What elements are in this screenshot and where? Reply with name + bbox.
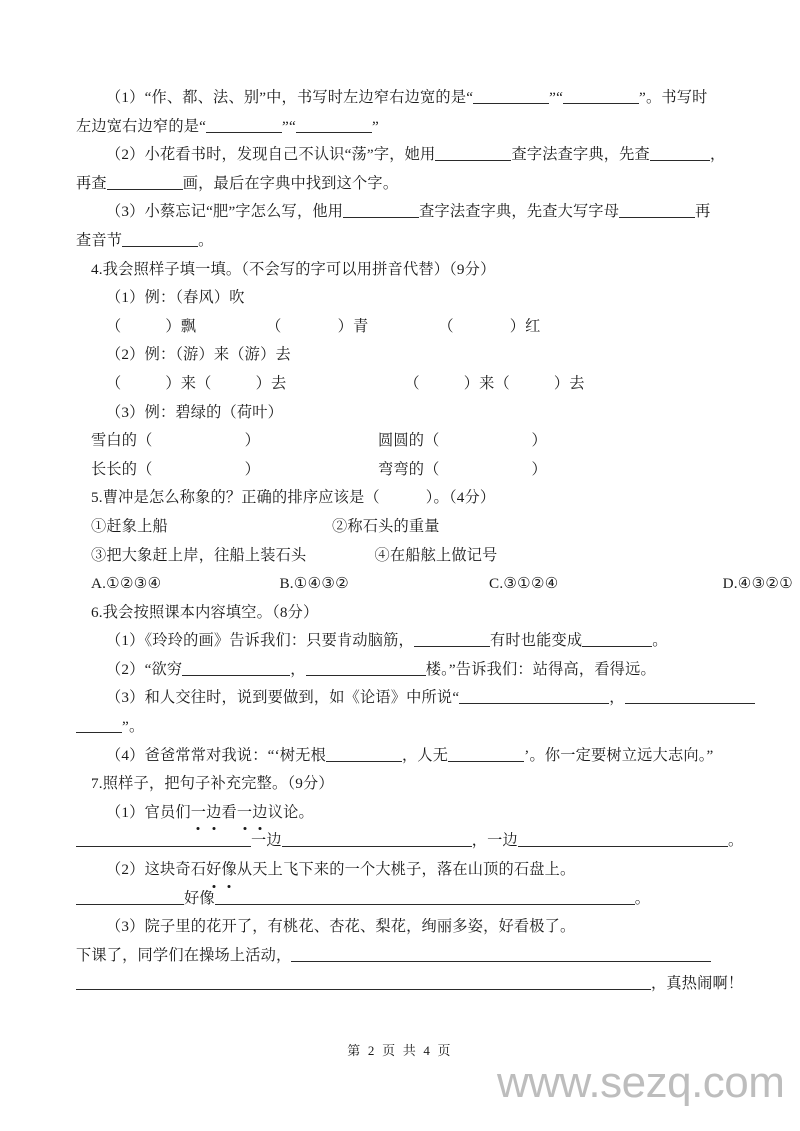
blank-fill[interactable] — [76, 975, 651, 990]
emphasis-char: 一 — [237, 799, 252, 828]
q7-item2-answer — [76, 885, 724, 914]
blank-fill[interactable] — [296, 118, 372, 133]
q3-item1-text-mid1: ”“ — [549, 89, 564, 106]
q5-statement-row1 — [76, 513, 724, 542]
q4-sub3-row1 — [76, 427, 724, 456]
q3-item2-text-prefix: （2）小花看书时，发现自己不认识“荡”字，她用 — [106, 146, 436, 164]
blank-fill[interactable] — [619, 203, 695, 218]
emphasis-char: 好 — [206, 856, 221, 885]
blank-fill[interactable] — [107, 175, 183, 190]
blank-fill[interactable] — [448, 747, 524, 762]
q6-item2-suffix: 楼。”告诉我们：站得高，看得远。 — [425, 660, 656, 678]
q7-item3-answer-pre: 下课了，同学们在操场上活动， — [76, 946, 292, 964]
paren-close: ） — [244, 460, 260, 478]
blank-fill[interactable] — [343, 203, 419, 218]
q4-sub2-pair-b: ）去 — [255, 374, 287, 392]
blank-fill[interactable] — [625, 689, 755, 704]
emphasis-char: 边 — [252, 799, 267, 828]
q4-row-left-label: 雪白的（ — [91, 432, 153, 450]
paren-close: ） — [337, 317, 353, 335]
q7-item1-mid: 看 — [221, 803, 237, 821]
q3-item3-text-mid1: 查字法查字典，先查大写字母 — [419, 203, 620, 221]
blank-fill[interactable] — [76, 718, 122, 733]
q5-options-row — [76, 570, 794, 599]
q7-item1-end: 。 — [727, 832, 744, 850]
blank-fill[interactable] — [326, 747, 402, 762]
q7-item3-answer-line1 — [76, 942, 724, 971]
q4-sub3-row2 — [76, 456, 724, 485]
paren-open: （ — [106, 317, 122, 335]
q4-sub1-blanks — [76, 313, 724, 342]
q7-item1-comma: ， — [471, 832, 488, 850]
blank-fill[interactable] — [215, 890, 635, 905]
q5-option-a[interactable]: A.①②③④ — [91, 575, 162, 593]
q6-item4-mid: ，人无 — [402, 746, 449, 764]
q5-statement-3: ③把大象赶上岸，往船上装石头 — [91, 546, 307, 564]
q6-item3-line2 — [76, 713, 724, 742]
blank-fill[interactable] — [182, 661, 290, 676]
q3-item2-text-mid2: ， — [709, 146, 726, 164]
blank-fill[interactable] — [306, 661, 426, 676]
q7-item2-post: 从天上飞下来的一个大桃子，落在山顶的石盘上。 — [236, 861, 576, 879]
site-watermark: www.sezq.com — [497, 1058, 785, 1107]
blank-fill[interactable] — [459, 689, 609, 704]
q3-item2-text-mid1: 查字法查字典，先查 — [511, 146, 650, 164]
q3-item2-line1 — [76, 141, 724, 170]
page-footer: 第 2 页 共 4 页 — [347, 1043, 453, 1058]
blank-fill[interactable] — [291, 947, 711, 962]
paren-open: （ — [266, 317, 282, 335]
q5-heading-part-b: ）。（4分） — [425, 489, 496, 507]
q7-item2-sentence — [76, 856, 724, 885]
q3-item3-line2-suffix: 。 — [198, 231, 214, 249]
blank-fill[interactable] — [206, 118, 282, 133]
blank-fill[interactable] — [563, 89, 639, 104]
q4-sub2-example: （2）例：（游）来（游）去 — [106, 346, 291, 364]
q5-option-c[interactable]: C.③①②④ — [489, 575, 559, 593]
blank-fill[interactable] — [650, 146, 710, 161]
emphasis-char: 边 — [206, 799, 221, 828]
q4-row-right-label: 圆圆的（ — [377, 432, 440, 450]
q5-heading — [76, 484, 724, 513]
q7-item3-answer-end: ，真热闹啊！ — [651, 975, 744, 993]
paren-close: ） — [244, 432, 260, 450]
blank-fill[interactable] — [414, 632, 490, 647]
q5-statement-1: ①赶象上船 — [91, 517, 168, 535]
q6-heading: 6.我会按照课本内容填空。（8分） — [91, 603, 319, 621]
blank-fill[interactable] — [282, 832, 472, 847]
blank-fill[interactable] — [76, 832, 251, 847]
blank-fill[interactable] — [122, 232, 198, 247]
q6-item4 — [76, 742, 724, 771]
q3-item2-line2-suffix: 画，最后在字典中找到这个字。 — [182, 174, 399, 192]
blank-fill[interactable] — [518, 832, 728, 847]
q4-sub1-example: （1）例：（春风）吹 — [106, 289, 245, 307]
q6-item3-mid: ， — [609, 689, 625, 707]
q7-item1-word2: 一边 — [487, 832, 518, 850]
q4-sub2-pair-a: ）来（ — [463, 374, 510, 392]
blank-fill[interactable] — [473, 89, 549, 104]
q7-item1-word1: 一边 — [251, 832, 282, 850]
q4-sub2-pair-b: ）去 — [553, 374, 585, 392]
q3-item1-line2-mid: ”“ — [282, 117, 296, 135]
paren-close: ） — [509, 317, 526, 335]
emphasis-char: 一 — [191, 799, 206, 828]
page-content — [76, 84, 794, 999]
q6-item2-prefix: （2）“欲穷 — [106, 660, 183, 678]
q7-item2-word: 好像 — [184, 889, 215, 907]
q6-item2-mid: ， — [290, 660, 306, 678]
emphasis-char: 像 — [222, 856, 237, 885]
q6-item2 — [76, 656, 724, 685]
q6-item3-line2-suffix: ”。 — [122, 718, 145, 736]
q5-option-d[interactable]: D.④③②① — [722, 575, 794, 593]
q6-item1 — [76, 627, 724, 656]
q6-item1-mid: 有时也能变成 — [489, 632, 583, 650]
q6-item1-suffix: 。 — [652, 632, 668, 650]
q3-item1-text-mid2: ”。书写时 — [639, 89, 708, 106]
q7-item1-answer — [76, 827, 744, 856]
q3-item2-line2 — [76, 170, 724, 199]
q3-item1-text-prefix: （1）“作、都、法、别”中，书写时左边窄右边宽的是“ — [106, 89, 474, 106]
q6-item4-prefix: （4）爸爸常常对我说：“‘树无根 — [106, 746, 327, 764]
paren-close: ） — [531, 460, 547, 478]
q3-item3-text-prefix: （3）小蔡忘记“肥”字怎么写，他用 — [106, 203, 344, 221]
q5-statement-row2 — [76, 542, 724, 571]
q4-word-piao: 飘 — [180, 317, 197, 335]
q5-heading-part-a: 5.曹冲是怎么称象的？正确的排序应该是（ — [91, 489, 380, 507]
blank-fill[interactable] — [76, 890, 184, 905]
blank-fill[interactable] — [435, 146, 511, 161]
q4-sub3-example: （3）例：碧绿的（荷叶） — [106, 403, 284, 421]
paren-close: ） — [531, 432, 547, 450]
q6-item3-prefix: （3）和人交往时，说到要做到，如《论语》中所说“ — [106, 689, 460, 707]
q7-item2-end: 。 — [634, 889, 651, 907]
q5-statement-4: ④在船舷上做记号 — [374, 546, 498, 564]
q7-item3-answer-line2 — [76, 970, 744, 999]
q7-heading: 7.照样子，把句子补充完整。（9分） — [91, 775, 334, 793]
q7-item1-sentence — [76, 799, 724, 828]
q4-heading: 4.我会照样子填一填。（不会写的字可以用拼音代替）（9分） — [91, 260, 496, 278]
paren-open: （ — [438, 317, 454, 335]
q7-item2-pre: （2）这块奇石 — [106, 861, 207, 879]
q6-item3-line1 — [76, 684, 724, 713]
q6-item1-prefix: （1）《玲玲的画》告诉我们：只要肯动脑筋， — [106, 632, 414, 650]
q7-item3-sentence: （3）院子里的花开了，有桃花、杏花、梨花，绚丽多姿，好看极了。 — [106, 918, 576, 936]
q5-option-b[interactable]: B.①④③② — [279, 575, 350, 593]
q3-item3-line1 — [76, 198, 724, 227]
q4-row-left-label: 长长的（ — [91, 460, 153, 478]
q4-row-right-label: 弯弯的（ — [377, 460, 440, 478]
paren-close: ） — [165, 317, 181, 335]
q3-item1-line2 — [76, 113, 724, 142]
q3-item2-line2-prefix: 再查 — [76, 174, 107, 192]
q7-item1-pre: （1）官员们 — [106, 803, 191, 821]
q4-word-qing: 青 — [352, 317, 369, 335]
q3-item1-line1 — [76, 84, 724, 113]
q4-sub2-pair-a: ）来（ — [165, 374, 212, 392]
q3-item1-line2-suffix: ” — [371, 117, 379, 135]
q3-item1-line2-prefix: 左边宽右边窄的是“ — [76, 117, 207, 135]
paren-open: （ — [404, 374, 420, 392]
q4-sub2-blanks — [76, 370, 724, 399]
q3-item3-line2 — [76, 227, 724, 256]
q5-statement-2: ②称石头的重量 — [331, 517, 440, 535]
q3-item3-text-mid2: 再 — [695, 203, 711, 221]
q4-word-hong: 红 — [525, 317, 541, 335]
q6-item4-suffix: ’。你一定要树立远大志向。” — [524, 746, 714, 764]
q3-item3-line2-prefix: 查音节 — [76, 231, 123, 249]
q7-item1-post: 议论。 — [267, 803, 314, 821]
paren-open: （ — [106, 374, 122, 392]
blank-fill[interactable] — [582, 632, 652, 647]
